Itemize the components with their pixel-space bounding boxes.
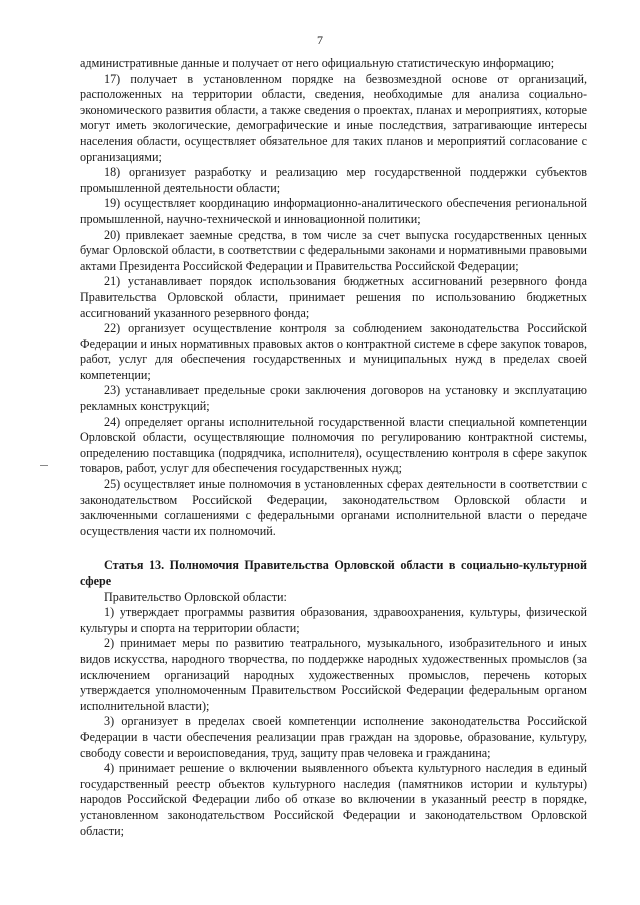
paragraph-item-17: 17) получает в установленном порядке на безвозмездной основе от организаций, расположенных на территории области, сведения, необходимые для анализа социально-экономического развития области, а также сведения о проектах, планах и мероприятиях, которые могут иметь экологические, демографические и иные последствия, затрагивающие интересы населения области, осуществляет обязательное для таких планов и мероприятий согласование с организациями; <box>80 71 587 164</box>
paragraph-item-18: 18) организует разработку и реализацию мер государственной поддержки субъектов промышленной деятельности области; <box>80 165 587 195</box>
margin-mark <box>40 465 48 466</box>
paragraph-continuation: административные данные и получает от него официальную статистическую информацию; <box>80 56 555 70</box>
document-body <box>80 56 587 839</box>
paragraph-item-20: 20) привлекает заемные средства, в том числе за счет выпуска государственных ценных бумаг Орловской области, в соответствии с федеральными законами и нормативными правовыми актами Президента Российской Федерации и Правительства Российской Федерации; <box>80 227 587 273</box>
paragraph-item-21: 21) устанавливает порядок использования бюджетных ассигнований резервного фонда Правительства Орловской области, принимает решения по использованию бюджетных ассигнований указанного резервного фонда; <box>80 274 587 320</box>
paragraph-item-25: 25) осуществляет иные полномочия в установленных сферах деятельности в соответствии с законодательством Российской Федерации, законодательством Орловской области и заключенными соглашениями с федеральными органами исполнительной власти о передаче осуществления части их полномочий. <box>80 477 587 538</box>
paragraph-item-19: 19) осуществляет координацию информационно-аналитического обеспечения региональной промышленной, научно-технической и инновационной политики; <box>80 196 587 226</box>
paragraph-item-23: 23) устанавливает предельные сроки заключения договоров на установку и эксплуатацию рекламных конструкций; <box>80 383 587 414</box>
article-13-heading: Статья 13. Полномочия Правительства Орловской области в социально-культурной сфере <box>80 558 587 588</box>
article-item-1: 1) утверждает программы развития образования, здравоохранения, культуры, физической культуры и спорта на территории области; <box>80 605 587 635</box>
article-item-2: 2) принимает меры по развитию театрального, музыкального, изобразительного и иных видов искусства, народного творчества, по поддержке народных художественных промыслов (за исключением организаций народных художественных промыслов, перечень которых утверждается уполномоченным Правительством Российской Федерации федеральным органом исполнительной власти); <box>80 636 587 713</box>
article-intro: Правительство Орловской области: <box>104 589 287 604</box>
paragraph-item-22: 22) организует осуществление контроля за соблюдением законодательства Российской Федерации и иных нормативных правовых актов о контрактной системе в сфере закупок товаров, работ, услуг для обеспечения государственных и муниципальных нужд в пределах своей компетенции; <box>80 321 587 382</box>
article-item-3: 3) организует в пределах своей компетенции исполнение законодательства Российской Федерации в части обеспечения реализации прав граждан на здоровье, образование, культуру, свободу совести и вероисповедания, труд, защиту прав человека и гражданина; <box>80 714 587 760</box>
article-item-4: 4) принимает решение о включении выявленного объекта культурного наследия в единый государственный реестр объектов культурного наследия (памятников истории и культуры) народов Российской Федерации либо об отказе во включении в указанный реестр в порядке, установленном законодательством Российской Федерации и законодательством Орловской области; <box>80 761 587 838</box>
paragraph-item-24: 24) определяет органы исполнительной государственной власти специальной компетенции Орловской области, осуществляющие полномочия по регулированию контрактной системы, определению поставщика (подрядчика, исполнителя), осуществлению контроля в сфере закупок товаров, работ, услуг для обеспечения государственных нужд; <box>80 414 587 476</box>
page-number: 7 <box>317 33 323 47</box>
